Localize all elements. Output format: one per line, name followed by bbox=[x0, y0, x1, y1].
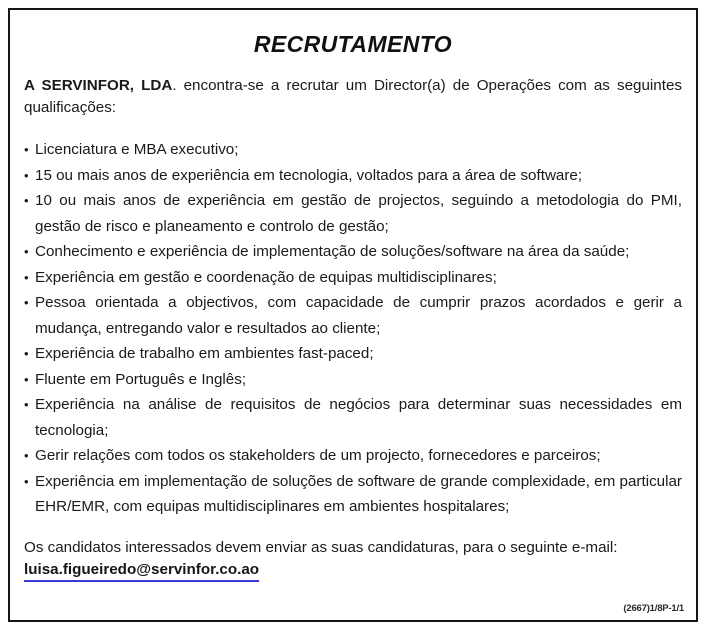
list-item: • Pessoa orientada a objectivos, com capacidade de cumprir prazos acordados e gerir a mudança, entregando valor e resultados ao cliente; bbox=[24, 290, 682, 341]
list-item: • Experiência em implementação de soluções de software de grande complexidade, em particular EHR/EMR, com equipas multidisciplinares em ambientes hospitalares; bbox=[24, 469, 682, 520]
requirements-list bbox=[24, 137, 682, 520]
list-item: • 10 ou mais anos de experiência em gestão de projectos, seguindo a metodologia do PMI, gestão de risco e planeamento e controlo de gestão; bbox=[24, 188, 682, 239]
list-item: • Gerir relações com todos os stakeholders de um projecto, fornecedores e parceiros; bbox=[24, 443, 682, 469]
list-item: • Experiência em gestão e coordenação de equipas multidisciplinares; bbox=[24, 265, 682, 291]
closing-text: Os candidatos interessados devem enviar as suas candidaturas, para o seguinte e-mail: bbox=[24, 538, 618, 556]
intro-paragraph bbox=[24, 75, 682, 119]
company-name: A SERVINFOR, LDA bbox=[24, 77, 173, 95]
list-item: • Licenciatura e MBA executivo; bbox=[24, 137, 682, 163]
list-item: • Experiência de trabalho em ambientes fast-paced; bbox=[24, 341, 682, 367]
advertisement-body bbox=[10, 10, 696, 620]
list-item: • Experiência na análise de requisitos de negócios para determinar suas necessidades em tecnologia; bbox=[24, 392, 682, 443]
closing-paragraph bbox=[24, 536, 682, 559]
reference-code: (2667)1/8P-1/1 bbox=[623, 603, 684, 614]
list-item: • Conhecimento e experiência de implementação de soluções/software na área da saúde; bbox=[24, 239, 682, 265]
advertisement-frame bbox=[8, 8, 698, 622]
intro-rest: . encontra-se a recrutar um Director(a) de Operações com as seguintes qualificações: bbox=[24, 77, 682, 117]
list-item: • Fluente em Português e Inglês; bbox=[24, 367, 682, 393]
email-link[interactable]: luisa.figueiredo@servinfor.co.ao bbox=[24, 560, 259, 582]
page-title: RECRUTAMENTO bbox=[253, 31, 453, 57]
list-item: • 15 ou mais anos de experiência em tecnologia, voltados para a área de software; bbox=[24, 163, 682, 189]
